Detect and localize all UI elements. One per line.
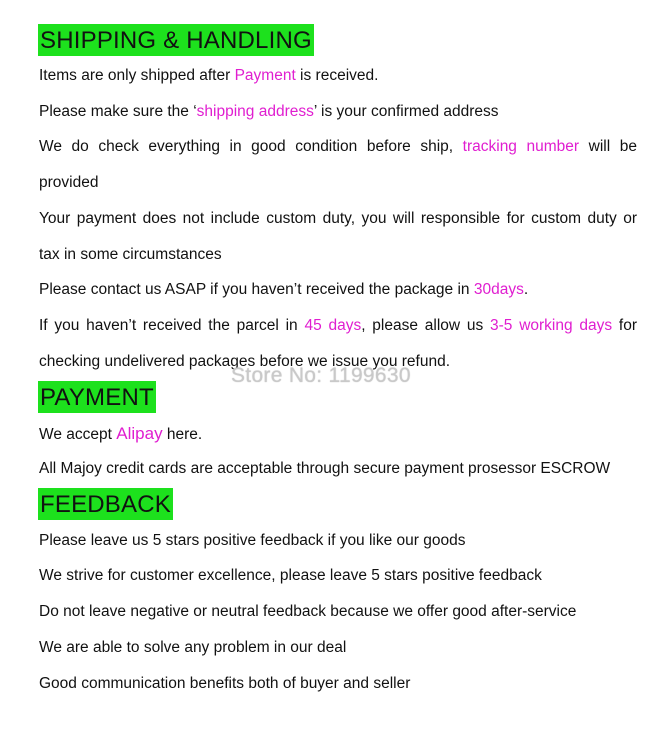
text: ’ is your confirmed address — [313, 103, 499, 120]
shipping-line-duty: Your payment does not include custom duty, you will responsible for custom duty or — [39, 210, 637, 227]
payment-highlight: Payment — [234, 67, 296, 84]
shipping-line-tracking — [39, 137, 637, 157]
feedback-line: Do not leave negative or neutral feedback because we offer good after-service — [39, 603, 577, 620]
shipping-line-tax: tax in some circumstances — [39, 246, 222, 263]
payment-line-cards: All Majoy credit cards are acceptable through secure payment prosessor ESCROW — [39, 460, 611, 477]
shipping-address-highlight: shipping address — [196, 103, 314, 120]
feedback-line: Please leave us 5 stars positive feedback if you like our goods — [39, 532, 466, 549]
shipping-line-provided: provided — [39, 174, 99, 191]
45days-highlight: 45 days — [304, 317, 362, 334]
shipping-heading: SHIPPING & HANDLING — [38, 24, 314, 56]
text: here. — [162, 426, 203, 443]
text: , please allow us — [361, 317, 491, 334]
alipay-highlight: Alipay — [116, 424, 163, 443]
text: is received. — [295, 67, 379, 84]
text: for — [612, 317, 637, 334]
working-days-highlight: 3-5 working days — [490, 317, 613, 334]
text: will be — [579, 138, 637, 155]
shipping-line-parcel — [39, 316, 637, 336]
30days-highlight: 30days — [473, 281, 524, 298]
feedback-heading: FEEDBACK — [38, 488, 173, 520]
payment-heading: PAYMENT — [38, 381, 156, 413]
shipping-line-refund: checking undelivered packages before we issue you refund. — [39, 353, 451, 370]
payment-line-alipay — [39, 424, 202, 445]
shipping-line-payment — [39, 66, 378, 86]
text: We accept — [39, 426, 117, 443]
text: We do check everything in good condition before ship, — [39, 138, 463, 155]
tracking-number-highlight: tracking number — [462, 138, 580, 155]
feedback-line: Good communication benefits both of buyer and seller — [39, 675, 411, 692]
text: If you haven’t received the parcel in — [39, 317, 305, 334]
text: Items are only shipped after — [39, 67, 235, 84]
shipping-line-address — [39, 102, 499, 122]
store-watermark: Store No: 1199630 — [231, 364, 411, 387]
shipping-line-contact — [39, 280, 528, 300]
text: . — [523, 281, 529, 298]
text: Please contact us ASAP if you haven’t received the package in — [39, 281, 474, 298]
text: Please make sure the ‘ — [39, 103, 197, 120]
feedback-line: We strive for customer excellence, please leave 5 stars positive feedback — [39, 567, 542, 584]
feedback-line: We are able to solve any problem in our deal — [39, 639, 347, 656]
